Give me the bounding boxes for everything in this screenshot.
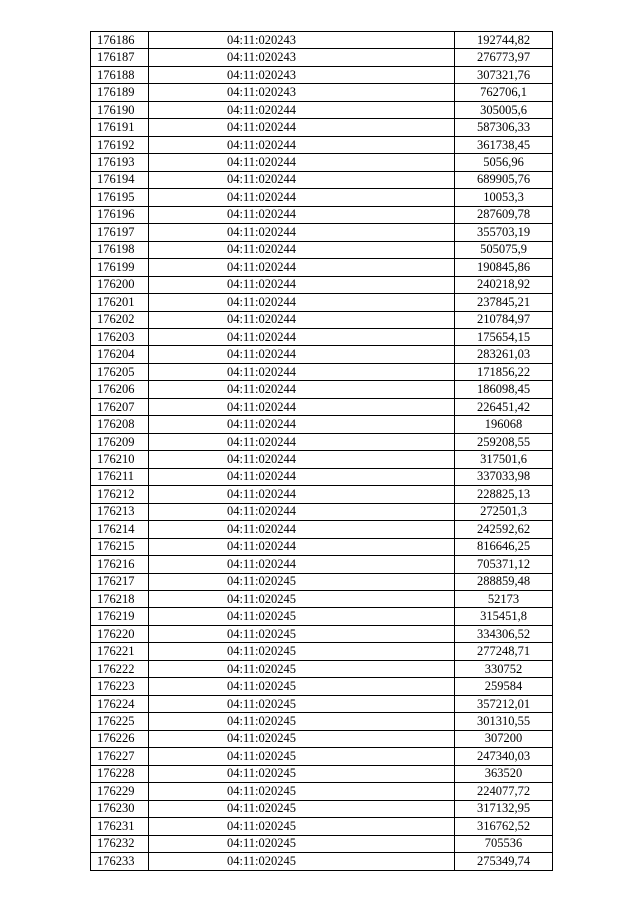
- cell-record-number: 176227: [91, 748, 149, 765]
- cell-record-number: 176208: [91, 416, 149, 433]
- table-row: [91, 765, 553, 782]
- table-row: [91, 119, 553, 136]
- cell-code: 04:11:020244: [149, 259, 455, 276]
- table-row: [91, 730, 553, 747]
- cell-amount: 816646,25: [455, 538, 553, 555]
- table-body: [91, 32, 553, 871]
- cell-amount: 357212,01: [455, 695, 553, 712]
- cell-record-number: 176187: [91, 49, 149, 66]
- cell-amount: 337033,98: [455, 468, 553, 485]
- cell-record-number: 176213: [91, 503, 149, 520]
- cell-record-number: 176210: [91, 451, 149, 468]
- table-row: [91, 346, 553, 363]
- cell-code: 04:11:020244: [149, 119, 455, 136]
- cell-record-number: 176189: [91, 84, 149, 101]
- table-row: [91, 276, 553, 293]
- cell-record-number: 176221: [91, 643, 149, 660]
- cell-record-number: 176217: [91, 573, 149, 590]
- cell-amount: 307321,76: [455, 66, 553, 83]
- cell-code: 04:11:020245: [149, 748, 455, 765]
- cell-code: 04:11:020244: [149, 241, 455, 258]
- table-row: [91, 486, 553, 503]
- cell-code: 04:11:020244: [149, 189, 455, 206]
- cell-record-number: 176229: [91, 783, 149, 800]
- table-row: [91, 294, 553, 311]
- table-row: [91, 660, 553, 677]
- table-row: [91, 625, 553, 642]
- cell-amount: 277248,71: [455, 643, 553, 660]
- cell-record-number: 176211: [91, 468, 149, 485]
- cell-amount: 287609,78: [455, 206, 553, 223]
- table-row: [91, 853, 553, 870]
- table-row: [91, 591, 553, 608]
- cell-code: 04:11:020244: [149, 433, 455, 450]
- cell-code: 04:11:020244: [149, 398, 455, 415]
- cell-code: 04:11:020245: [149, 730, 455, 747]
- cell-record-number: 176209: [91, 433, 149, 450]
- cell-amount: 689905,76: [455, 171, 553, 188]
- table-row: [91, 66, 553, 83]
- cell-amount: 186098,45: [455, 381, 553, 398]
- cell-record-number: 176232: [91, 835, 149, 852]
- cell-record-number: 176190: [91, 101, 149, 118]
- cell-record-number: 176220: [91, 625, 149, 642]
- cell-code: 04:11:020245: [149, 800, 455, 817]
- cell-amount: 272501,3: [455, 503, 553, 520]
- cell-record-number: 176203: [91, 328, 149, 345]
- table-row: [91, 363, 553, 380]
- cell-amount: 315451,8: [455, 608, 553, 625]
- cell-record-number: 176207: [91, 398, 149, 415]
- cell-code: 04:11:020245: [149, 783, 455, 800]
- cell-record-number: 176216: [91, 556, 149, 573]
- table-row: [91, 503, 553, 520]
- cell-amount: 317132,95: [455, 800, 553, 817]
- cell-amount: 228825,13: [455, 486, 553, 503]
- cell-code: 04:11:020244: [149, 206, 455, 223]
- cell-record-number: 176214: [91, 521, 149, 538]
- cell-code: 04:11:020245: [149, 713, 455, 730]
- cell-code: 04:11:020245: [149, 818, 455, 835]
- cell-amount: 317501,6: [455, 451, 553, 468]
- cell-amount: 305005,6: [455, 101, 553, 118]
- cell-record-number: 176215: [91, 538, 149, 555]
- cell-code: 04:11:020244: [149, 416, 455, 433]
- cell-amount: 237845,21: [455, 294, 553, 311]
- table-row: [91, 433, 553, 450]
- cell-amount: 762706,1: [455, 84, 553, 101]
- cell-code: 04:11:020245: [149, 853, 455, 870]
- cell-record-number: 176201: [91, 294, 149, 311]
- cell-amount: 275349,74: [455, 853, 553, 870]
- table-row: [91, 189, 553, 206]
- cell-amount: 10053,3: [455, 189, 553, 206]
- cell-code: 04:11:020244: [149, 294, 455, 311]
- cell-amount: 5056,96: [455, 154, 553, 171]
- cell-code: 04:11:020243: [149, 32, 455, 49]
- cell-amount: 355703,19: [455, 224, 553, 241]
- cell-code: 04:11:020243: [149, 49, 455, 66]
- cell-amount: 587306,33: [455, 119, 553, 136]
- cell-code: 04:11:020245: [149, 625, 455, 642]
- cell-amount: 316762,52: [455, 818, 553, 835]
- cell-code: 04:11:020244: [149, 363, 455, 380]
- cell-amount: 301310,55: [455, 713, 553, 730]
- table-row: [91, 416, 553, 433]
- cell-amount: 259584: [455, 678, 553, 695]
- cell-amount: 175654,15: [455, 328, 553, 345]
- table-row: [91, 224, 553, 241]
- cell-amount: 363520: [455, 765, 553, 782]
- cell-code: 04:11:020244: [149, 381, 455, 398]
- table-row: [91, 818, 553, 835]
- table-row: [91, 32, 553, 49]
- cell-code: 04:11:020243: [149, 66, 455, 83]
- cell-amount: 288859,48: [455, 573, 553, 590]
- cell-amount: 226451,42: [455, 398, 553, 415]
- cell-amount: 52173: [455, 591, 553, 608]
- cell-record-number: 176224: [91, 695, 149, 712]
- cell-code: 04:11:020245: [149, 660, 455, 677]
- cell-code: 04:11:020244: [149, 503, 455, 520]
- cell-code: 04:11:020244: [149, 171, 455, 188]
- table-row: [91, 259, 553, 276]
- cell-code: 04:11:020244: [149, 154, 455, 171]
- cell-record-number: 176193: [91, 154, 149, 171]
- table-row: [91, 608, 553, 625]
- cell-record-number: 176206: [91, 381, 149, 398]
- cell-code: 04:11:020245: [149, 765, 455, 782]
- cell-code: 04:11:020245: [149, 608, 455, 625]
- cell-record-number: 176222: [91, 660, 149, 677]
- cell-code: 04:11:020244: [149, 224, 455, 241]
- cell-code: 04:11:020244: [149, 311, 455, 328]
- cell-record-number: 176223: [91, 678, 149, 695]
- cell-record-number: 176219: [91, 608, 149, 625]
- table-row: [91, 538, 553, 555]
- table-row: [91, 695, 553, 712]
- cell-record-number: 176205: [91, 363, 149, 380]
- table-row: [91, 521, 553, 538]
- table-row: [91, 748, 553, 765]
- cell-record-number: 176202: [91, 311, 149, 328]
- cell-record-number: 176188: [91, 66, 149, 83]
- cell-amount: 259208,55: [455, 433, 553, 450]
- cell-amount: 190845,86: [455, 259, 553, 276]
- cell-code: 04:11:020244: [149, 276, 455, 293]
- cell-code: 04:11:020244: [149, 101, 455, 118]
- table-row: [91, 451, 553, 468]
- table-row: [91, 678, 553, 695]
- cell-code: 04:11:020244: [149, 451, 455, 468]
- table-row: [91, 398, 553, 415]
- cell-code: 04:11:020244: [149, 486, 455, 503]
- cell-record-number: 176196: [91, 206, 149, 223]
- cell-amount: 171856,22: [455, 363, 553, 380]
- table-row: [91, 556, 553, 573]
- cell-code: 04:11:020244: [149, 136, 455, 153]
- cell-amount: 247340,03: [455, 748, 553, 765]
- cell-record-number: 176228: [91, 765, 149, 782]
- table-row: [91, 136, 553, 153]
- data-table: [90, 31, 553, 871]
- table-row: [91, 241, 553, 258]
- cell-amount: 705536: [455, 835, 553, 852]
- cell-amount: 705371,12: [455, 556, 553, 573]
- cell-code: 04:11:020245: [149, 591, 455, 608]
- table-row: [91, 643, 553, 660]
- table-row: [91, 328, 553, 345]
- cell-amount: 196068: [455, 416, 553, 433]
- cell-record-number: 176199: [91, 259, 149, 276]
- cell-record-number: 176218: [91, 591, 149, 608]
- table-row: [91, 381, 553, 398]
- cell-code: 04:11:020244: [149, 538, 455, 555]
- cell-amount: 240218,92: [455, 276, 553, 293]
- cell-record-number: 176212: [91, 486, 149, 503]
- cell-code: 04:11:020244: [149, 346, 455, 363]
- cell-amount: 192744,82: [455, 32, 553, 49]
- cell-code: 04:11:020243: [149, 84, 455, 101]
- table-row: [91, 206, 553, 223]
- cell-code: 04:11:020244: [149, 521, 455, 538]
- cell-amount: 276773,97: [455, 49, 553, 66]
- table-row: [91, 49, 553, 66]
- table-row: [91, 468, 553, 485]
- cell-record-number: 176230: [91, 800, 149, 817]
- table-row: [91, 573, 553, 590]
- cell-amount: 242592,62: [455, 521, 553, 538]
- cell-record-number: 176231: [91, 818, 149, 835]
- cell-code: 04:11:020244: [149, 556, 455, 573]
- table-row: [91, 783, 553, 800]
- cell-amount: 334306,52: [455, 625, 553, 642]
- cell-code: 04:11:020245: [149, 835, 455, 852]
- cell-amount: 361738,45: [455, 136, 553, 153]
- cell-record-number: 176186: [91, 32, 149, 49]
- cell-code: 04:11:020245: [149, 573, 455, 590]
- table-row: [91, 835, 553, 852]
- cell-amount: 307200: [455, 730, 553, 747]
- cell-amount: 330752: [455, 660, 553, 677]
- cell-record-number: 176200: [91, 276, 149, 293]
- table-row: [91, 101, 553, 118]
- cell-amount: 505075,9: [455, 241, 553, 258]
- cell-code: 04:11:020245: [149, 695, 455, 712]
- cell-code: 04:11:020244: [149, 328, 455, 345]
- cell-record-number: 176197: [91, 224, 149, 241]
- cell-code: 04:11:020244: [149, 468, 455, 485]
- cell-record-number: 176233: [91, 853, 149, 870]
- cell-record-number: 176191: [91, 119, 149, 136]
- table-row: [91, 171, 553, 188]
- cell-record-number: 176192: [91, 136, 149, 153]
- cell-code: 04:11:020245: [149, 643, 455, 660]
- cell-record-number: 176226: [91, 730, 149, 747]
- cell-record-number: 176198: [91, 241, 149, 258]
- cell-amount: 224077,72: [455, 783, 553, 800]
- table-row: [91, 713, 553, 730]
- table-row: [91, 154, 553, 171]
- cell-amount: 283261,03: [455, 346, 553, 363]
- cell-record-number: 176195: [91, 189, 149, 206]
- cell-code: 04:11:020245: [149, 678, 455, 695]
- cell-record-number: 176194: [91, 171, 149, 188]
- table-row: [91, 800, 553, 817]
- cell-amount: 210784,97: [455, 311, 553, 328]
- table-row: [91, 311, 553, 328]
- cell-record-number: 176204: [91, 346, 149, 363]
- table-row: [91, 84, 553, 101]
- cell-record-number: 176225: [91, 713, 149, 730]
